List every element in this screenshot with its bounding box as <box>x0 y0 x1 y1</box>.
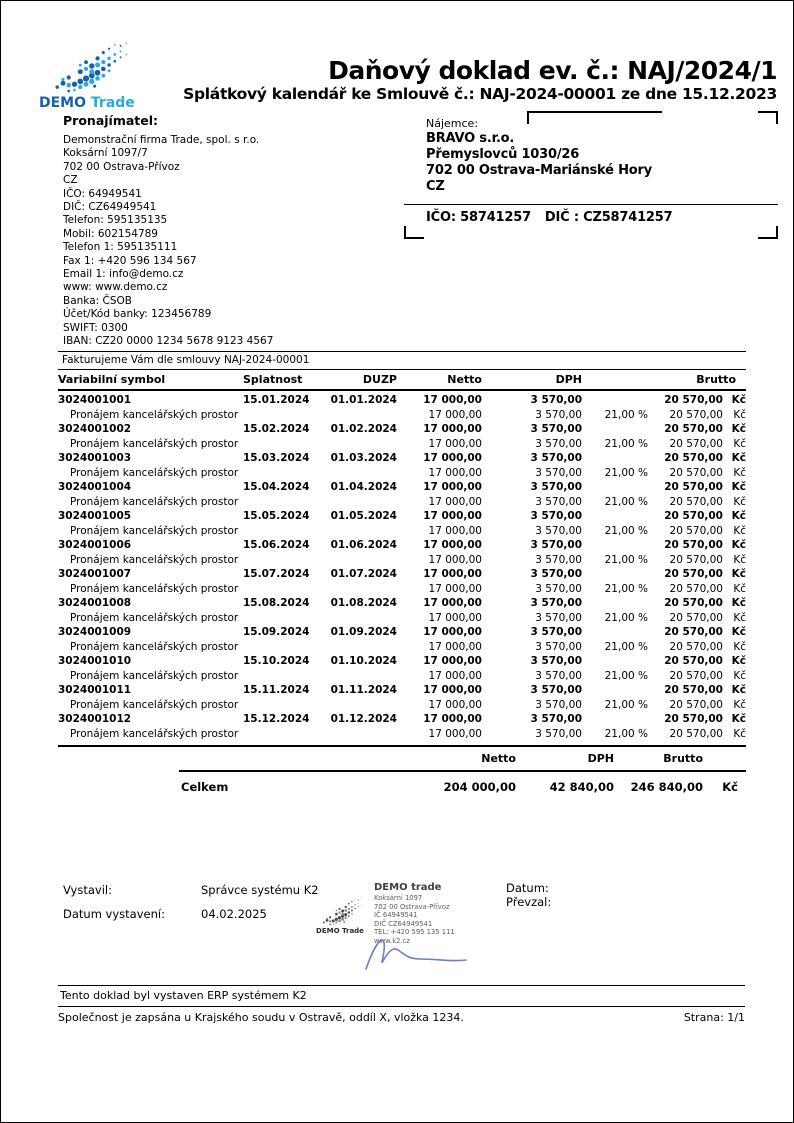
detail-currency: Kč <box>733 640 746 653</box>
row-netto: 17 000,00 <box>423 394 482 407</box>
detail-brutto: 20 570,00 <box>669 698 723 711</box>
detail-currency: Kč <box>733 495 746 508</box>
row-dph: 3 570,00 <box>530 713 582 726</box>
row-duzp: 01.05.2024 <box>330 510 397 523</box>
supplier-line: Telefon: 595135135 <box>63 214 168 227</box>
row-currency: Kč <box>731 684 746 697</box>
row-duzp: 01.02.2024 <box>330 423 397 436</box>
detail-dph: 3 570,00 <box>535 524 582 537</box>
detail-currency: Kč <box>733 408 746 421</box>
detail-netto: 17 000,00 <box>428 495 482 508</box>
supplier-line: Banka: ČSOB <box>63 294 132 307</box>
row-description: Pronájem kancelářských prostor <box>70 582 239 595</box>
row-currency: Kč <box>731 423 746 436</box>
row-dph: 3 570,00 <box>530 655 582 668</box>
stamp-line: www.k2.cz <box>374 936 410 945</box>
detail-brutto: 20 570,00 <box>669 727 723 740</box>
row-brutto: 20 570,00 <box>664 510 723 523</box>
stamp-line: TEL: +420 595 135 111 <box>374 928 455 937</box>
supplier-line: Fax 1: +420 596 134 567 <box>63 254 197 267</box>
detail-brutto: 20 570,00 <box>669 669 723 682</box>
detail-brutto: 20 570,00 <box>669 495 723 508</box>
row-variable-symbol: 3024001002 <box>58 423 132 436</box>
detail-brutto: 20 570,00 <box>669 640 723 653</box>
issue-date-label: Datum vystavení: <box>63 907 165 921</box>
header-dph: DPH <box>555 373 582 386</box>
row-description: Pronájem kancelářských prostor <box>70 698 239 711</box>
row-duzp: 01.11.2024 <box>330 684 397 697</box>
stamp-line: 702 00 Ostrava-Přívoz <box>374 902 450 911</box>
detail-netto: 17 000,00 <box>428 611 482 624</box>
row-duzp: 01.08.2024 <box>330 597 397 610</box>
supplier-label: Pronajímatel: <box>63 113 159 128</box>
detail-vat-rate: 21,00 % <box>604 698 648 711</box>
row-dph: 3 570,00 <box>530 626 582 639</box>
row-currency: Kč <box>731 597 746 610</box>
detail-vat-rate: 21,00 % <box>604 611 648 624</box>
row-dph: 3 570,00 <box>530 510 582 523</box>
detail-brutto: 20 570,00 <box>669 611 723 624</box>
row-netto: 17 000,00 <box>423 626 482 639</box>
row-dph: 3 570,00 <box>530 568 582 581</box>
corner-mark-bottom-right <box>758 226 778 239</box>
row-netto: 17 000,00 <box>423 510 482 523</box>
totals-dph: 42 840,00 <box>549 780 614 794</box>
row-variable-symbol: 3024001012 <box>58 713 132 726</box>
row-variable-symbol: 3024001008 <box>58 597 132 610</box>
totals-header-netto: Netto <box>481 752 516 765</box>
issued-by-label: Vystavil: <box>63 883 112 897</box>
detail-vat-rate: 21,00 % <box>604 524 648 537</box>
row-duzp: 01.01.2024 <box>330 394 397 407</box>
registry-note: Společnost je zapsána u Krajského soudu v Ostravě, oddíl X, vložka 1234. <box>58 1011 464 1024</box>
detail-brutto: 20 570,00 <box>669 437 723 450</box>
row-description: Pronájem kancelářských prostor <box>70 553 239 566</box>
row-description: Pronájem kancelářských prostor <box>70 466 239 479</box>
supplier-line: IBAN: CZ20 0000 1234 5678 9123 4567 <box>63 335 274 348</box>
row-brutto: 20 570,00 <box>664 597 723 610</box>
totals-currency: Kč <box>722 780 738 794</box>
table-header-row <box>58 370 746 391</box>
row-description: Pronájem kancelářských prostor <box>70 408 239 421</box>
invoice-row-detail <box>58 524 746 539</box>
supplier-block <box>63 113 393 349</box>
header-netto: Netto <box>447 373 482 386</box>
supplier-line: www: www.demo.cz <box>63 281 168 294</box>
row-dph: 3 570,00 <box>530 452 582 465</box>
detail-dph: 3 570,00 <box>535 408 582 421</box>
row-due-date: 15.10.2024 <box>243 655 310 668</box>
supplier-line: Koksární 1097/7 <box>63 147 148 160</box>
supplier-line: 702 00 Ostrava-Přívoz <box>63 160 180 173</box>
row-due-date: 15.09.2024 <box>243 626 310 639</box>
customer-dic: DIČ : CZ58741257 <box>544 210 673 225</box>
row-brutto: 20 570,00 <box>664 684 723 697</box>
supplier-line: Demonstrační firma Trade, spol. s r.o. <box>63 134 260 146</box>
page-number: Strana: 1/1 <box>683 1011 745 1024</box>
detail-dph: 3 570,00 <box>535 437 582 450</box>
row-duzp: 01.04.2024 <box>330 481 397 494</box>
detail-vat-rate: 21,00 % <box>604 408 648 421</box>
invoice-row-detail <box>58 553 746 568</box>
invoice-row-detail <box>58 437 746 452</box>
row-variable-symbol: 3024001010 <box>58 655 132 668</box>
row-netto: 17 000,00 <box>423 655 482 668</box>
detail-vat-rate: 21,00 % <box>604 727 648 740</box>
handwritten-signature <box>358 931 488 975</box>
row-brutto: 20 570,00 <box>664 423 723 436</box>
row-dph: 3 570,00 <box>530 394 582 407</box>
totals-label: Celkem <box>181 780 229 794</box>
stamp-logo <box>310 895 370 935</box>
row-brutto: 20 570,00 <box>664 626 723 639</box>
document-title-block <box>141 57 777 104</box>
row-description: Pronájem kancelářských prostor <box>70 611 239 624</box>
row-variable-symbol: 3024001006 <box>58 539 132 552</box>
detail-netto: 17 000,00 <box>428 408 482 421</box>
row-currency: Kč <box>731 626 746 639</box>
row-brutto: 20 570,00 <box>664 481 723 494</box>
detail-netto: 17 000,00 <box>428 698 482 711</box>
row-netto: 17 000,00 <box>423 539 482 552</box>
detail-netto: 17 000,00 <box>428 582 482 595</box>
detail-dph: 3 570,00 <box>535 495 582 508</box>
invoice-row-main <box>58 567 746 582</box>
row-brutto: 20 570,00 <box>664 452 723 465</box>
row-dph: 3 570,00 <box>530 539 582 552</box>
footer-section <box>58 985 745 1024</box>
invoice-row-main <box>58 712 746 727</box>
row-netto: 17 000,00 <box>423 597 482 610</box>
row-due-date: 15.11.2024 <box>243 684 310 697</box>
row-duzp: 01.06.2024 <box>330 539 397 552</box>
detail-currency: Kč <box>733 582 746 595</box>
stamp-logo-dots-icon <box>314 895 366 927</box>
row-description: Pronájem kancelářských prostor <box>70 640 239 653</box>
logo-text-trade: Trade <box>90 95 135 111</box>
totals-header-brutto: Brutto <box>663 752 703 765</box>
row-brutto: 20 570,00 <box>664 394 723 407</box>
row-description: Pronájem kancelářských prostor <box>70 437 239 450</box>
row-currency: Kč <box>731 452 746 465</box>
row-duzp: 01.09.2024 <box>330 626 397 639</box>
supplier-line: IČO: 64949541 <box>63 187 142 200</box>
header-variable-symbol: Variabilní symbol <box>58 373 166 386</box>
invoice-row-main <box>58 451 746 466</box>
row-currency: Kč <box>731 655 746 668</box>
customer-ids <box>426 210 672 225</box>
row-description: Pronájem kancelářských prostor <box>70 727 239 740</box>
row-description: Pronájem kancelářských prostor <box>70 495 239 508</box>
detail-netto: 17 000,00 <box>428 669 482 682</box>
row-netto: 17 000,00 <box>423 684 482 697</box>
table-intro: Fakturujeme Vám dle smlouvy NAJ-2024-00001 <box>58 351 746 370</box>
detail-vat-rate: 21,00 % <box>604 437 648 450</box>
invoice-row-main <box>58 654 746 669</box>
invoice-row-detail <box>58 669 746 684</box>
invoice-table-section <box>58 351 746 802</box>
registry-row <box>58 1006 745 1024</box>
detail-netto: 17 000,00 <box>428 524 482 537</box>
stamp-company-name: DEMO trade <box>374 882 442 893</box>
detail-vat-rate: 21,00 % <box>604 495 648 508</box>
totals-header-row <box>58 747 746 770</box>
row-dph: 3 570,00 <box>530 423 582 436</box>
row-currency: Kč <box>731 539 746 552</box>
row-brutto: 20 570,00 <box>664 713 723 726</box>
supplier-line: Mobil: 602154789 <box>63 227 158 240</box>
detail-dph: 3 570,00 <box>535 466 582 479</box>
row-duzp: 01.03.2024 <box>330 452 397 465</box>
detail-currency: Kč <box>733 669 746 682</box>
row-brutto: 20 570,00 <box>664 568 723 581</box>
invoice-row-detail <box>58 698 746 713</box>
invoice-row-main <box>58 509 746 524</box>
detail-vat-rate: 21,00 % <box>604 582 648 595</box>
detail-dph: 3 570,00 <box>535 727 582 740</box>
signature-section <box>58 879 745 979</box>
invoice-row-detail <box>58 611 746 626</box>
detail-currency: Kč <box>733 727 746 740</box>
customer-divider-line <box>404 204 778 205</box>
row-due-date: 15.07.2024 <box>243 568 310 581</box>
detail-netto: 17 000,00 <box>428 553 482 566</box>
row-dph: 3 570,00 <box>530 481 582 494</box>
detail-dph: 3 570,00 <box>535 669 582 682</box>
supplier-line: Email 1: info@demo.cz <box>63 268 184 281</box>
detail-vat-rate: 21,00 % <box>604 466 648 479</box>
header-duzp: DUZP <box>362 373 397 386</box>
invoice-row-detail <box>58 582 746 597</box>
date-label: Datum: <box>506 881 549 895</box>
detail-dph: 3 570,00 <box>535 582 582 595</box>
row-duzp: 01.07.2024 <box>330 568 397 581</box>
supplier-line: Telefon 1: 595135111 <box>63 241 178 254</box>
customer-country: CZ <box>426 179 445 194</box>
detail-currency: Kč <box>733 553 746 566</box>
row-due-date: 15.01.2024 <box>243 394 310 407</box>
detail-vat-rate: 21,00 % <box>604 553 648 566</box>
row-variable-symbol: 3024001004 <box>58 481 132 494</box>
row-brutto: 20 570,00 <box>664 539 723 552</box>
row-description: Pronájem kancelářských prostor <box>70 669 239 682</box>
detail-netto: 17 000,00 <box>428 466 482 479</box>
supplier-line: DIČ: CZ64949541 <box>63 201 157 214</box>
row-due-date: 15.02.2024 <box>243 423 310 436</box>
invoice-row-main <box>58 596 746 611</box>
invoice-row-detail <box>58 727 746 742</box>
invoice-row-detail <box>58 466 746 481</box>
row-netto: 17 000,00 <box>423 452 482 465</box>
row-variable-symbol: 3024001011 <box>58 684 132 697</box>
row-variable-symbol: 3024001005 <box>58 510 132 523</box>
invoice-rows <box>58 393 746 741</box>
document-subtitle: Splátkový kalendář ke Smlouvě č.: NAJ-2024-00001 ze dne 15.12.2023 <box>183 85 777 103</box>
detail-dph: 3 570,00 <box>535 611 582 624</box>
header-brutto: Brutto <box>696 373 736 386</box>
row-due-date: 15.12.2024 <box>243 713 310 726</box>
row-due-date: 15.04.2024 <box>243 481 310 494</box>
stamp-line: IČ 64949541 <box>374 911 418 920</box>
supplier-line: CZ <box>63 174 78 187</box>
detail-vat-rate: 21,00 % <box>604 669 648 682</box>
row-brutto: 20 570,00 <box>664 655 723 668</box>
stamp-line: Koksární 1097 <box>374 894 423 902</box>
detail-dph: 3 570,00 <box>535 553 582 566</box>
row-dph: 3 570,00 <box>530 597 582 610</box>
supplier-line: SWIFT: 0300 <box>63 321 128 334</box>
document-title: Daňový doklad ev. č.: NAJ/2024/1 <box>328 56 777 85</box>
row-currency: Kč <box>731 510 746 523</box>
header-due-date: Splatnost <box>243 373 303 386</box>
customer-city: 702 00 Ostrava-Mariánské Hory <box>426 163 652 178</box>
invoice-row-main <box>58 538 746 553</box>
detail-dph: 3 570,00 <box>535 640 582 653</box>
detail-brutto: 20 570,00 <box>669 582 723 595</box>
invoice-row-detail <box>58 408 746 423</box>
detail-brutto: 20 570,00 <box>669 466 723 479</box>
issue-date-value: 04.02.2025 <box>201 907 267 921</box>
logo-text-demo: DEMO <box>39 95 87 111</box>
row-due-date: 15.06.2024 <box>243 539 310 552</box>
totals-brutto: 246 840,00 <box>630 780 703 794</box>
customer-block <box>404 111 778 239</box>
received-by-label: Převzal: <box>506 895 552 909</box>
stamp-line: DIČ CZ64949541 <box>374 919 433 928</box>
row-variable-symbol: 3024001007 <box>58 568 132 581</box>
row-variable-symbol: 3024001001 <box>58 394 132 407</box>
customer-address <box>426 116 770 195</box>
invoice-row-detail <box>58 495 746 510</box>
erp-note: Tento doklad byl vystaven ERP systémem K2 <box>58 985 745 1006</box>
customer-name: BRAVO s.r.o. <box>426 131 515 146</box>
logo-dots-icon <box>39 37 135 95</box>
corner-mark-bottom-left <box>404 226 424 239</box>
detail-brutto: 20 570,00 <box>669 408 723 421</box>
detail-currency: Kč <box>733 698 746 711</box>
issued-by-value: Správce systému K2 <box>201 883 319 897</box>
totals-header-dph: DPH <box>587 752 614 765</box>
invoice-row-main <box>58 422 746 437</box>
row-netto: 17 000,00 <box>423 481 482 494</box>
row-currency: Kč <box>731 394 746 407</box>
row-due-date: 15.05.2024 <box>243 510 310 523</box>
detail-currency: Kč <box>733 466 746 479</box>
row-variable-symbol: 3024001009 <box>58 626 132 639</box>
totals-netto: 204 000,00 <box>443 780 516 794</box>
totals-row <box>58 772 746 802</box>
row-dph: 3 570,00 <box>530 684 582 697</box>
customer-label: Nájemce: <box>426 117 479 130</box>
row-duzp: 01.10.2024 <box>330 655 397 668</box>
invoice-row-main <box>58 393 746 408</box>
invoice-row-detail <box>58 640 746 655</box>
row-due-date: 15.08.2024 <box>243 597 310 610</box>
detail-dph: 3 570,00 <box>535 698 582 711</box>
stamp-logo-caption: DEMO Trade <box>316 927 364 935</box>
row-currency: Kč <box>731 481 746 494</box>
invoice-row-main <box>58 683 746 698</box>
detail-vat-rate: 21,00 % <box>604 640 648 653</box>
row-due-date: 15.03.2024 <box>243 452 310 465</box>
invoice-row-main <box>58 625 746 640</box>
row-currency: Kč <box>731 568 746 581</box>
row-duzp: 01.12.2024 <box>330 713 397 726</box>
customer-ico: IČO: 58741257 <box>426 210 531 225</box>
detail-brutto: 20 570,00 <box>669 524 723 537</box>
row-variable-symbol: 3024001003 <box>58 452 132 465</box>
detail-currency: Kč <box>733 611 746 624</box>
supplier-line: Účet/Kód banky: 123456789 <box>63 308 212 321</box>
detail-currency: Kč <box>733 524 746 537</box>
supplier-lines <box>63 134 393 349</box>
customer-street: Přemyslovců 1030/26 <box>426 147 580 162</box>
row-currency: Kč <box>731 713 746 726</box>
invoice-row-main <box>58 480 746 495</box>
row-netto: 17 000,00 <box>423 713 482 726</box>
detail-netto: 17 000,00 <box>428 640 482 653</box>
detail-brutto: 20 570,00 <box>669 553 723 566</box>
detail-currency: Kč <box>733 437 746 450</box>
detail-netto: 17 000,00 <box>428 437 482 450</box>
row-netto: 17 000,00 <box>423 568 482 581</box>
row-description: Pronájem kancelářských prostor <box>70 524 239 537</box>
detail-netto: 17 000,00 <box>428 727 482 740</box>
row-netto: 17 000,00 <box>423 423 482 436</box>
